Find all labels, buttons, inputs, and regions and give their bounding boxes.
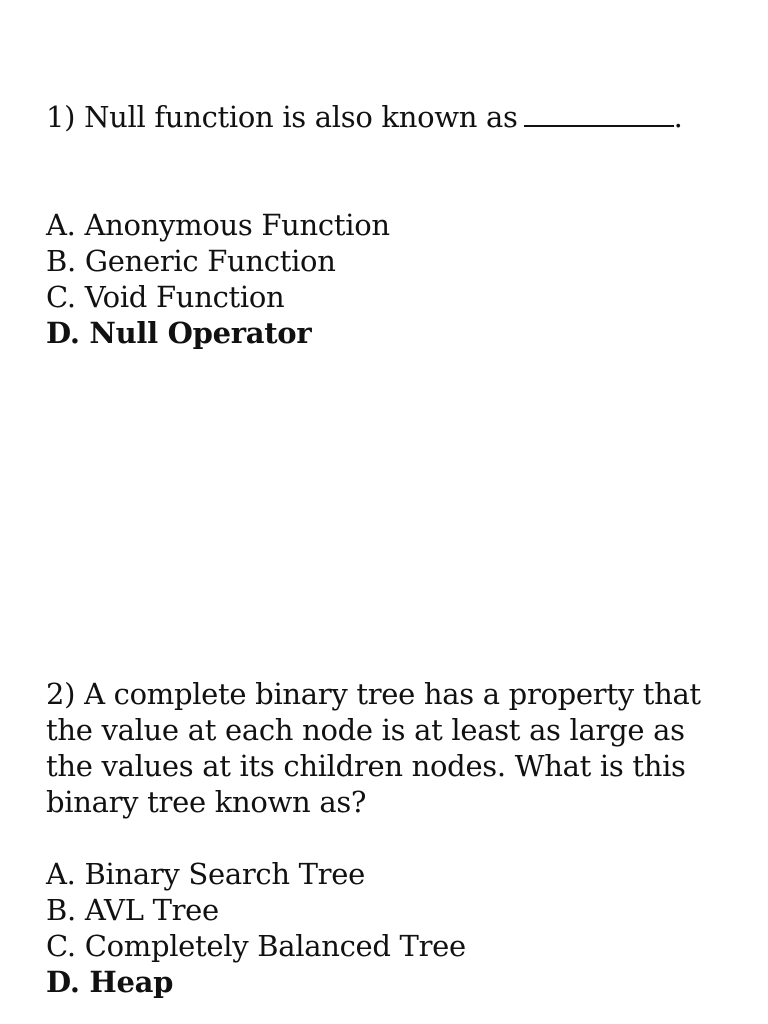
- question-1-text: 1) Null function is also known as: [46, 100, 518, 134]
- question-2-options: [46, 856, 736, 1000]
- question-2-option-b: B. AVL Tree: [46, 893, 219, 927]
- question-2-option-d: D. Heap: [46, 965, 174, 999]
- question-1-options: [46, 207, 736, 351]
- answer-blank: [524, 103, 674, 127]
- question-1-option-d: D. Null Operator: [46, 316, 312, 350]
- question-1-option-c: C. Void Function: [46, 280, 285, 314]
- question-1-prompt-end: .: [673, 100, 683, 134]
- question-1-option-b: B. Generic Function: [46, 244, 336, 278]
- question-2-option-c: C. Completely Balanced Tree: [46, 929, 466, 963]
- question-1: [46, 99, 736, 351]
- question-1-option-a: A. Anonymous Function: [46, 208, 390, 242]
- question-2-option-a: A. Binary Search Tree: [46, 857, 365, 891]
- question-2: [46, 676, 736, 1000]
- question-1-prompt: [46, 99, 736, 135]
- question-2-prompt: 2) A complete binary tree has a property that the value at each node is at least as large as the values at its children nodes. What is this binary tree known as?: [46, 677, 701, 819]
